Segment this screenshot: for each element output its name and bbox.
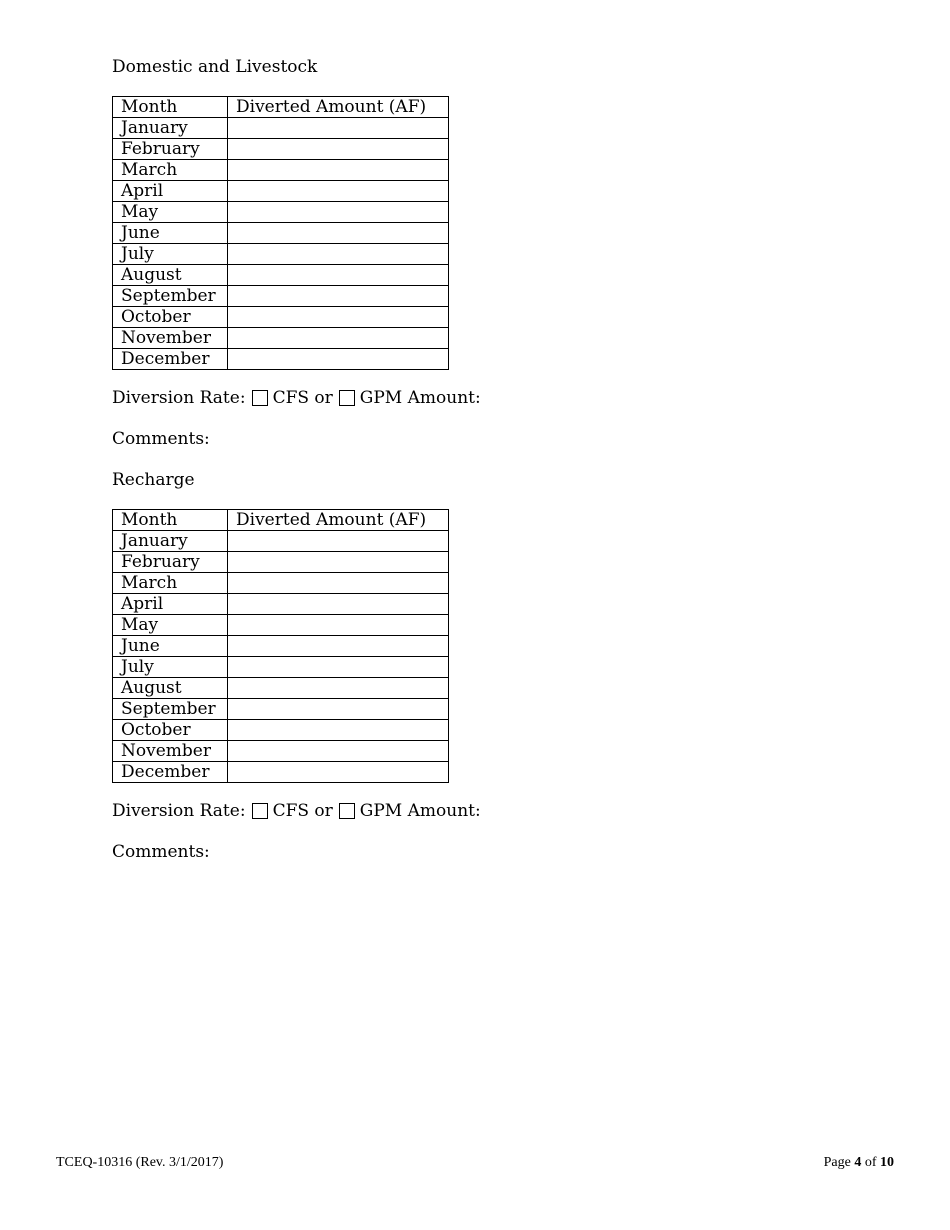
table-row	[113, 594, 449, 615]
page-of: of	[864, 1155, 877, 1170]
table-row	[113, 741, 449, 762]
page-current: 4	[854, 1155, 862, 1170]
month-cell: June	[113, 223, 228, 244]
header-diverted-amount: Diverted Amount (AF)	[228, 510, 449, 531]
table-row	[113, 531, 449, 552]
table-row	[113, 265, 449, 286]
table-row	[113, 720, 449, 741]
month-cell: July	[113, 244, 228, 265]
diverted-amount-cell[interactable]	[228, 202, 449, 223]
diverted-amount-cell[interactable]	[228, 118, 449, 139]
table-row	[113, 202, 449, 223]
table-row	[113, 615, 449, 636]
page-total: 10	[880, 1155, 894, 1170]
diverted-amount-cell[interactable]	[228, 762, 449, 783]
cfs-label: CFS or	[272, 801, 333, 821]
table-row	[113, 328, 449, 349]
month-cell: April	[113, 181, 228, 202]
table-row	[113, 699, 449, 720]
month-cell: May	[113, 202, 228, 223]
diverted-amount-cell[interactable]	[228, 328, 449, 349]
diversion-rate-label: Diversion Rate:	[112, 388, 246, 408]
diverted-amount-cell[interactable]	[228, 139, 449, 160]
diversion-rate-line-domestic	[112, 387, 481, 409]
month-cell: May	[113, 615, 228, 636]
month-cell: June	[113, 636, 228, 657]
diverted-amount-cell[interactable]	[228, 636, 449, 657]
table-row	[113, 118, 449, 139]
form-id: TCEQ-10316 (Rev. 3/1/2017)	[56, 1155, 224, 1170]
diversion-table-recharge	[112, 509, 449, 783]
diverted-amount-cell[interactable]	[228, 678, 449, 699]
comments-label-domestic: Comments:	[112, 429, 210, 449]
table-row	[113, 307, 449, 328]
table-row	[113, 573, 449, 594]
diverted-amount-cell[interactable]	[228, 160, 449, 181]
diverted-amount-cell[interactable]	[228, 286, 449, 307]
table-row	[113, 678, 449, 699]
month-cell: December	[113, 349, 228, 370]
table-row	[113, 181, 449, 202]
gpm-amount-label: GPM Amount:	[359, 388, 481, 408]
diverted-amount-cell[interactable]	[228, 265, 449, 286]
month-cell: March	[113, 160, 228, 181]
table-header-row	[113, 97, 449, 118]
month-cell: March	[113, 573, 228, 594]
cfs-checkbox[interactable]	[252, 803, 268, 819]
diverted-amount-cell[interactable]	[228, 573, 449, 594]
diverted-amount-cell[interactable]	[228, 552, 449, 573]
diverted-amount-cell[interactable]	[228, 181, 449, 202]
table-row	[113, 762, 449, 783]
table-row	[113, 244, 449, 265]
month-cell: October	[113, 307, 228, 328]
month-cell: October	[113, 720, 228, 741]
diverted-amount-cell[interactable]	[228, 349, 449, 370]
diversion-rate-label: Diversion Rate:	[112, 801, 246, 821]
cfs-label: CFS or	[272, 388, 333, 408]
month-cell: January	[113, 118, 228, 139]
month-cell: April	[113, 594, 228, 615]
gpm-checkbox[interactable]	[339, 390, 355, 406]
table-row	[113, 636, 449, 657]
diverted-amount-cell[interactable]	[228, 741, 449, 762]
table-row	[113, 223, 449, 244]
month-cell: September	[113, 699, 228, 720]
diverted-amount-cell[interactable]	[228, 615, 449, 636]
diversion-rate-line-recharge	[112, 800, 481, 822]
page-word: Page	[823, 1155, 851, 1170]
month-cell: September	[113, 286, 228, 307]
section-title-recharge: Recharge	[112, 470, 195, 490]
diversion-table-domestic	[112, 96, 449, 370]
table-row	[113, 552, 449, 573]
diverted-amount-cell[interactable]	[228, 223, 449, 244]
cfs-checkbox[interactable]	[252, 390, 268, 406]
gpm-checkbox[interactable]	[339, 803, 355, 819]
diverted-amount-cell[interactable]	[228, 720, 449, 741]
month-cell: November	[113, 741, 228, 762]
month-cell: November	[113, 328, 228, 349]
header-diverted-amount: Diverted Amount (AF)	[228, 97, 449, 118]
comments-label-recharge: Comments:	[112, 842, 210, 862]
month-cell: February	[113, 552, 228, 573]
diverted-amount-cell[interactable]	[228, 307, 449, 328]
table-row	[113, 286, 449, 307]
section-title-domestic: Domestic and Livestock	[112, 57, 318, 77]
table-header-row	[113, 510, 449, 531]
month-cell: December	[113, 762, 228, 783]
diverted-amount-cell[interactable]	[228, 531, 449, 552]
table-row	[113, 657, 449, 678]
diverted-amount-cell[interactable]	[228, 657, 449, 678]
month-cell: January	[113, 531, 228, 552]
month-cell: February	[113, 139, 228, 160]
gpm-amount-label: GPM Amount:	[359, 801, 481, 821]
header-month: Month	[113, 97, 228, 118]
header-month: Month	[113, 510, 228, 531]
table-row	[113, 139, 449, 160]
diverted-amount-cell[interactable]	[228, 699, 449, 720]
month-cell: August	[113, 265, 228, 286]
month-cell: August	[113, 678, 228, 699]
table-row	[113, 160, 449, 181]
diverted-amount-cell[interactable]	[228, 594, 449, 615]
table-row	[113, 349, 449, 370]
diverted-amount-cell[interactable]	[228, 244, 449, 265]
page-number	[824, 1155, 894, 1171]
month-cell: July	[113, 657, 228, 678]
